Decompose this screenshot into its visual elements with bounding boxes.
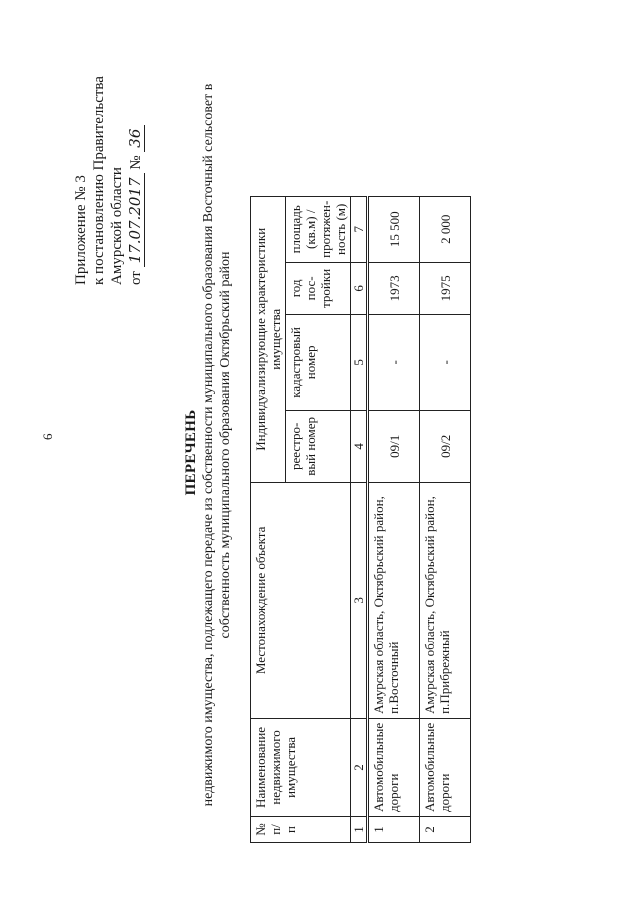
row-area: 2 000 (420, 196, 471, 262)
document-subtitle: недвижимого имущества, подлежащего передаче из собственности муниципального образования Восточный сельсовет в собственность муниципального образования Октябрьский район (201, 83, 233, 807)
row-cadastral-number: - (368, 314, 420, 410)
document-title: ПЕРЕЧЕНЬ (183, 409, 199, 496)
header-registry-number: реестро-вый номер (286, 410, 351, 482)
row-area: 15 500 (368, 196, 420, 262)
column-number-4: 4 (351, 410, 368, 482)
annex-from-label: от (128, 271, 144, 285)
header-num: № п/п (251, 817, 351, 843)
header-characteristics: Индивидуализирующие характеристики имущества (251, 196, 286, 482)
annex-block (72, 76, 145, 285)
row-year: 1973 (368, 262, 420, 314)
page-number: 6 (40, 433, 55, 440)
column-number-2: 2 (351, 718, 368, 816)
row-name: Автомобильные дороги (420, 718, 471, 816)
header-area: площадь (кв.м) / протяжен-ность (м) (286, 196, 351, 262)
row-location: Амурская область, Октябрьский район, п.Восточный (368, 482, 420, 718)
row-name: Автомобильные дороги (368, 718, 420, 816)
header-year: год пос-тройки (286, 262, 351, 314)
row-registry-number: 09/1 (368, 410, 420, 482)
annex-line-3: Амурской области (109, 167, 125, 285)
column-number-7: 7 (351, 196, 368, 262)
column-number-3: 3 (351, 482, 368, 718)
row-num: 2 (420, 817, 471, 843)
header-name: Наименование недвижимого имущества (251, 718, 351, 816)
row-year: 1975 (420, 262, 471, 314)
header-cadastral-number: кадастровый номер (286, 314, 351, 410)
row-num: 1 (368, 817, 420, 843)
annex-line-2: к постановлению Правительства (91, 76, 107, 285)
property-table (250, 196, 471, 843)
column-number-5: 5 (351, 314, 368, 410)
column-number-6: 6 (351, 262, 368, 314)
annex-number-label: № (128, 155, 144, 170)
annex-line-1: Приложение № 3 (73, 175, 89, 285)
header-location: Местонахождение объекта (251, 482, 351, 718)
row-cadastral-number: - (420, 314, 471, 410)
column-number-1: 1 (351, 817, 368, 843)
table-row (420, 196, 471, 842)
table-row (368, 196, 420, 842)
row-location: Амурская область, Октябрьский район, п.Прибрежный (420, 482, 471, 718)
annex-date: 17.07.2017 (126, 174, 145, 268)
row-registry-number: 09/2 (420, 410, 471, 482)
annex-number: 36 (126, 125, 145, 152)
annex-date-line (126, 76, 145, 285)
